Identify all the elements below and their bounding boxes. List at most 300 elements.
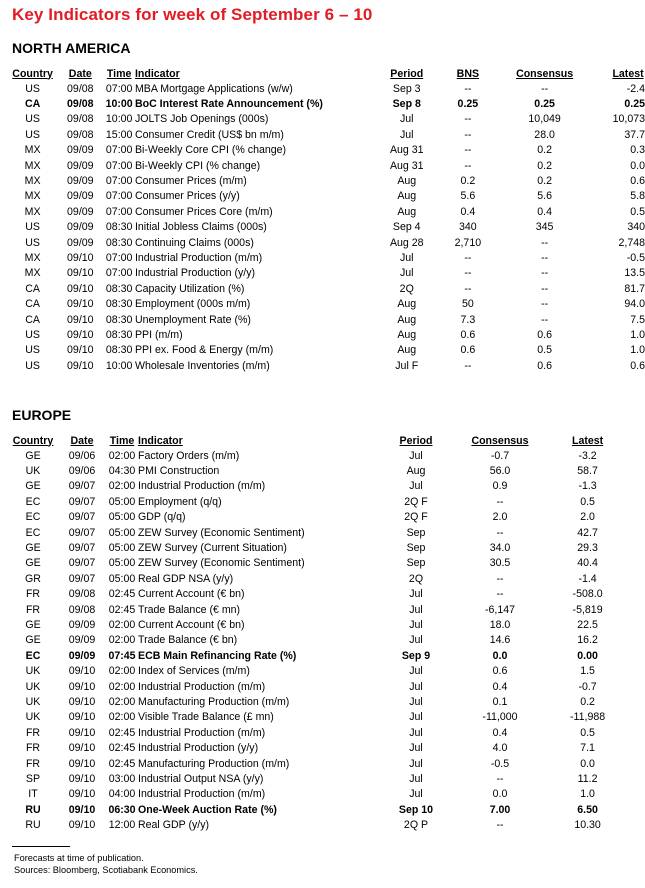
cell-indicator: Real GDP (y/y) — [138, 819, 210, 832]
cell-country: US — [25, 221, 40, 234]
spacer-cell — [593, 266, 611, 281]
cell-latest: 6.50 — [577, 803, 598, 816]
cell-date: 09/09 — [67, 159, 94, 172]
cell-indicator: PPI ex. Food & Energy (m/m) — [134, 344, 274, 357]
cell-indicator: Industrial Output NSA (y/y) — [138, 772, 264, 785]
spacer-cell — [593, 81, 611, 96]
table-row — [8, 587, 605, 602]
cell-period: Aug — [406, 465, 426, 478]
cell-time: 07:00 — [105, 175, 133, 188]
cell-time: 02:00 — [108, 665, 136, 678]
table-row — [8, 756, 605, 771]
table-row — [8, 235, 645, 250]
cell-date: 09/09 — [68, 649, 96, 662]
table-row — [8, 602, 605, 617]
cell-indicator: Industrial Production (m/m) — [138, 788, 266, 801]
header-consensus: Consensus — [516, 67, 574, 80]
spacer-cell — [550, 771, 570, 786]
cell-bns: 5.6 — [460, 190, 476, 203]
spacer-cell — [550, 817, 570, 832]
cell-date: 09/10 — [68, 788, 96, 801]
cell-bns: 340 — [459, 221, 477, 234]
cell-period: Jul — [409, 757, 423, 770]
cell-latest: 42.7 — [577, 526, 598, 539]
cell-latest: 5.8 — [630, 190, 645, 203]
table-row — [8, 173, 645, 188]
cell-consensus: -- — [541, 82, 549, 95]
table-row — [8, 556, 605, 571]
cell-date: 09/10 — [68, 742, 96, 755]
cell-consensus: 5.6 — [537, 190, 552, 203]
table-row — [8, 679, 605, 694]
spacer-cell — [550, 525, 570, 540]
cell-bns: 0.6 — [460, 344, 476, 357]
cell-latest: 1.5 — [580, 665, 595, 678]
cell-latest: 37.7 — [624, 128, 645, 141]
spacer-cell — [593, 296, 611, 311]
cell-period: Jul — [409, 588, 423, 601]
cell-latest: 0.5 — [580, 495, 595, 508]
cell-period: 2Q — [408, 572, 424, 585]
spacer-cell — [550, 448, 570, 463]
cell-indicator: ZEW Survey (Current Situation) — [138, 542, 287, 555]
cell-indicator: Index of Services (m/m) — [138, 665, 250, 678]
spacer-cell — [550, 663, 570, 678]
cell-time: 07:00 — [105, 190, 133, 203]
spacer-cell — [593, 204, 611, 219]
cell-latest: 0.6 — [630, 175, 645, 188]
cell-country: US — [25, 128, 40, 141]
header-time: Time — [106, 67, 132, 80]
cell-period: 2Q — [399, 282, 414, 295]
cell-consensus: -11,000 — [482, 711, 518, 724]
cell-latest: 340 — [627, 221, 645, 234]
spacer-cell — [593, 250, 611, 265]
cell-consensus: -- — [496, 526, 504, 539]
cell-country: US — [25, 328, 40, 341]
cell-time: 07:00 — [105, 82, 133, 95]
cell-consensus: 10,049 — [528, 113, 561, 126]
cell-period: Jul — [409, 634, 423, 647]
cell-consensus: 30.5 — [489, 557, 511, 570]
cell-bns: 7.3 — [460, 313, 476, 326]
cell-indicator: Industrial Production (m/m) — [138, 726, 266, 739]
cell-period: Sep 10 — [398, 803, 434, 816]
table-row — [8, 189, 645, 204]
spacer-cell — [593, 173, 611, 188]
cell-indicator: ZEW Survey (Economic Sentiment) — [138, 526, 305, 539]
cell-country: MX — [24, 144, 41, 157]
cell-latest: 11.2 — [577, 772, 598, 785]
cell-time: 02:00 — [108, 711, 136, 724]
cell-period: Jul — [409, 772, 423, 785]
table-row — [8, 281, 645, 296]
header-date: Date — [70, 434, 94, 447]
cell-time: 02:00 — [108, 618, 136, 631]
table-row — [8, 296, 645, 311]
cell-consensus: 0.2 — [537, 175, 552, 188]
cell-country: MX — [24, 251, 41, 264]
table-row — [8, 525, 605, 540]
cell-consensus: 0.4 — [492, 726, 508, 739]
cell-period: Jul — [409, 742, 423, 755]
page-title: Key Indicators for week of September 6 – 10 — [12, 5, 373, 24]
cell-latest: 1.0 — [580, 788, 595, 801]
cell-time: 02:45 — [108, 603, 136, 616]
header-latest: Latest — [571, 434, 604, 447]
cell-date: 09/10 — [68, 680, 96, 693]
table-row — [8, 648, 605, 663]
cell-date: 09/10 — [67, 328, 94, 341]
cell-time: 05:00 — [108, 542, 136, 555]
cell-time: 08:30 — [105, 221, 133, 234]
cell-date: 09/10 — [67, 359, 94, 372]
cell-country: US — [25, 236, 40, 249]
cell-country: FR — [25, 757, 41, 770]
cell-country: EC — [25, 649, 41, 662]
cell-date: 09/07 — [68, 526, 96, 539]
table-row — [8, 617, 605, 632]
cell-country: FR — [25, 726, 41, 739]
cell-date: 09/10 — [68, 695, 96, 708]
cell-latest: 10,073 — [612, 113, 645, 126]
cell-indicator: Consumer Credit (US$ bn m/m) — [134, 128, 284, 141]
cell-bns: -- — [464, 144, 472, 157]
cell-date: 09/10 — [68, 665, 96, 678]
spacer-cell — [550, 679, 570, 694]
cell-latest: 0.25 — [624, 98, 645, 111]
europe-rows — [8, 448, 605, 833]
cell-country: GE — [25, 634, 41, 647]
cell-date: 09/09 — [67, 190, 94, 203]
cell-bns: 0.2 — [460, 175, 476, 188]
cell-latest: 10.30 — [574, 819, 601, 832]
cell-time: 02:45 — [108, 726, 136, 739]
table-row — [8, 802, 605, 817]
cell-consensus: -- — [541, 282, 549, 295]
footer-sources: Sources: Bloomberg, Scotiabank Economics. — [14, 865, 198, 875]
cell-indicator: Manufacturing Production (m/m) — [138, 695, 290, 708]
cell-date: 09/07 — [68, 511, 96, 524]
cell-country: GE — [25, 542, 41, 555]
cell-date: 09/08 — [67, 98, 94, 111]
cell-country: EC — [25, 511, 41, 524]
cell-consensus: 2.0 — [492, 511, 508, 524]
cell-date: 09/06 — [68, 449, 96, 462]
cell-time: 07:00 — [105, 251, 133, 264]
cell-indicator: Unemployment Rate (%) — [134, 313, 251, 326]
table-row — [8, 327, 645, 342]
cell-country: EC — [25, 495, 41, 508]
cell-time: 05:00 — [108, 572, 136, 585]
table-row — [8, 663, 605, 678]
cell-time: 02:00 — [108, 449, 136, 462]
cell-latest: 7.1 — [580, 742, 595, 755]
cell-country: UK — [25, 680, 41, 693]
table-row — [8, 250, 645, 265]
cell-period: Aug 31 — [389, 144, 424, 157]
cell-consensus: -- — [541, 236, 549, 249]
spacer-cell — [593, 220, 611, 235]
cell-country: GE — [25, 557, 41, 570]
spacer-cell — [550, 463, 570, 478]
north-america-table — [8, 66, 645, 373]
cell-time: 05:00 — [108, 495, 136, 508]
europe-header-row — [8, 433, 605, 448]
table-row — [8, 817, 605, 832]
cell-indicator: Employment (000s m/m) — [134, 298, 251, 311]
cell-time: 02:00 — [108, 695, 136, 708]
cell-time: 07:00 — [105, 144, 133, 157]
spacer-cell — [550, 710, 570, 725]
cell-indicator: Bi-Weekly Core CPI (% change) — [134, 144, 287, 157]
spacer-cell — [593, 143, 611, 158]
table-row — [8, 143, 645, 158]
cell-period: 2Q F — [404, 495, 428, 508]
table-row — [8, 112, 645, 127]
cell-latest: 1.0 — [630, 344, 645, 357]
header-consensus: Consensus — [471, 434, 529, 447]
cell-consensus: -0.5 — [490, 757, 510, 770]
header-indicator: Indicator — [134, 67, 180, 80]
cell-latest: 29.3 — [577, 542, 598, 555]
cell-date: 09/09 — [68, 634, 96, 647]
spacer-cell — [593, 281, 611, 296]
spacer-cell — [593, 358, 611, 373]
cell-consensus: 14.6 — [489, 634, 511, 647]
cell-time: 06:30 — [108, 803, 136, 816]
cell-latest: 0.5 — [630, 205, 645, 218]
table-row — [8, 158, 645, 173]
cell-consensus: 0.9 — [492, 480, 508, 493]
footer-note: Forecasts at time of publication. — [14, 853, 144, 863]
cell-date: 09/10 — [67, 298, 94, 311]
cell-date: 09/09 — [67, 175, 94, 188]
cell-country: SP — [25, 772, 41, 785]
cell-date: 09/07 — [68, 495, 96, 508]
cell-period: Jul — [409, 680, 423, 693]
cell-bns: -- — [464, 282, 472, 295]
cell-time: 04:30 — [108, 465, 136, 478]
cell-time: 05:00 — [108, 511, 136, 524]
cell-date: 09/10 — [68, 819, 96, 832]
north-america-header-row — [8, 66, 645, 81]
cell-date: 09/06 — [68, 465, 96, 478]
cell-time: 05:00 — [108, 557, 136, 570]
cell-consensus: 0.5 — [537, 344, 552, 357]
cell-time: 08:30 — [105, 313, 133, 326]
table-row — [8, 571, 605, 586]
table-row — [8, 787, 605, 802]
cell-country: US — [25, 82, 40, 95]
cell-period: Aug — [397, 205, 417, 218]
cell-latest: 16.2 — [577, 634, 598, 647]
cell-consensus: -- — [541, 298, 549, 311]
cell-latest: 0.0 — [630, 159, 645, 172]
table-row — [8, 463, 605, 478]
cell-period: Sep 4 — [392, 221, 421, 234]
cell-consensus: 0.2 — [537, 144, 552, 157]
cell-country: MX — [24, 205, 41, 218]
cell-country: FR — [25, 603, 41, 616]
header-period: Period — [399, 434, 433, 447]
cell-time: 10:00 — [105, 359, 133, 372]
cell-time: 07:00 — [105, 205, 133, 218]
spacer-cell — [550, 633, 570, 648]
table-row — [8, 448, 605, 463]
cell-country: UK — [25, 711, 41, 724]
cell-country: RU — [25, 803, 41, 816]
cell-latest: 0.0 — [580, 757, 595, 770]
cell-latest: 0.00 — [577, 649, 598, 662]
table-row — [8, 725, 605, 740]
cell-period: Aug 31 — [389, 159, 424, 172]
table-row — [8, 312, 645, 327]
cell-consensus: 0.4 — [492, 680, 508, 693]
cell-indicator: PMI Construction — [138, 465, 220, 478]
header-indicator: Indicator — [138, 434, 183, 447]
cell-latest: 2.0 — [580, 511, 595, 524]
cell-time: 02:45 — [108, 742, 136, 755]
cell-date: 09/09 — [67, 144, 94, 157]
cell-latest: 0.5 — [580, 726, 595, 739]
cell-time: 07:45 — [108, 649, 136, 662]
cell-period: Aug — [397, 175, 417, 188]
cell-indicator: GDP (q/q) — [138, 511, 186, 524]
cell-indicator: JOLTS Job Openings (000s) — [134, 113, 269, 126]
cell-consensus: 0.6 — [492, 665, 508, 678]
table-row — [8, 358, 645, 373]
cell-latest: -0.7 — [578, 680, 597, 693]
cell-date: 09/10 — [68, 726, 96, 739]
cell-bns: 2,710 — [454, 236, 482, 249]
cell-time: 15:00 — [105, 128, 133, 141]
spacer-cell — [550, 787, 570, 802]
cell-latest: -5,819 — [572, 603, 603, 616]
cell-country: FR — [25, 588, 41, 601]
cell-consensus: 0.1 — [492, 695, 508, 708]
cell-consensus: 28.0 — [534, 128, 555, 141]
cell-date: 09/07 — [68, 480, 96, 493]
spacer-cell — [550, 571, 570, 586]
cell-indicator: Industrial Production (y/y) — [134, 267, 256, 280]
cell-period: Jul — [409, 788, 423, 801]
cell-consensus: 0.4 — [537, 205, 552, 218]
cell-country: CA — [25, 282, 40, 295]
cell-bns: -- — [464, 251, 472, 264]
cell-period: Jul — [399, 267, 414, 280]
spacer-cell — [593, 312, 611, 327]
spacer-cell — [550, 556, 570, 571]
spacer-cell — [550, 602, 570, 617]
spacer-cell — [550, 756, 570, 771]
table-row — [8, 710, 605, 725]
cell-indicator: Consumer Prices (y/y) — [134, 190, 240, 203]
cell-time: 12:00 — [108, 819, 136, 832]
cell-date: 09/09 — [67, 205, 94, 218]
spacer-cell — [550, 802, 570, 817]
cell-period: Aug — [397, 313, 417, 326]
table-row — [8, 479, 605, 494]
table-row — [8, 220, 645, 235]
cell-latest: -1.4 — [578, 572, 597, 585]
cell-country: UK — [25, 465, 41, 478]
europe-heading: EUROPE — [12, 407, 72, 423]
cell-time: 08:30 — [105, 328, 133, 341]
cell-period: Jul — [409, 665, 423, 678]
cell-indicator: Visible Trade Balance (£ mn) — [138, 711, 274, 724]
cell-country: EC — [25, 526, 41, 539]
cell-period: Aug — [397, 328, 417, 341]
cell-period: Aug — [397, 344, 417, 357]
cell-latest: -11,988 — [570, 711, 606, 724]
cell-indicator: Trade Balance (€ mn) — [138, 603, 241, 616]
cell-latest: -0.5 — [626, 251, 645, 264]
cell-indicator: Trade Balance (€ bn) — [138, 634, 238, 647]
cell-time: 08:30 — [105, 344, 133, 357]
cell-consensus: 4.0 — [492, 742, 508, 755]
cell-bns: -- — [464, 82, 472, 95]
cell-country: CA — [24, 98, 41, 111]
cell-date: 09/10 — [68, 711, 96, 724]
cell-period: 2Q P — [403, 819, 429, 832]
cell-period: Jul — [399, 113, 414, 126]
cell-consensus: -- — [496, 588, 504, 601]
cell-date: 09/08 — [67, 82, 94, 95]
spacer-cell — [593, 235, 611, 250]
footer-rule — [12, 846, 70, 847]
cell-indicator: Consumer Prices (m/m) — [134, 175, 247, 188]
cell-date: 09/10 — [67, 267, 94, 280]
cell-indicator: ZEW Survey (Economic Sentiment) — [138, 557, 305, 570]
cell-period: Aug — [397, 190, 417, 203]
cell-latest: -1.3 — [578, 480, 597, 493]
cell-consensus: -- — [496, 495, 504, 508]
spacer-cell — [593, 127, 611, 142]
cell-date: 09/08 — [67, 128, 94, 141]
spacer-cell — [593, 189, 611, 204]
cell-time: 08:30 — [105, 236, 133, 249]
cell-date: 09/08 — [68, 588, 96, 601]
cell-country: UK — [25, 665, 41, 678]
cell-indicator: Current Account (€ bn) — [138, 618, 245, 631]
cell-indicator: Continuing Claims (000s) — [134, 236, 254, 249]
cell-consensus: 345 — [535, 221, 554, 234]
cell-period: Jul — [399, 128, 414, 141]
cell-consensus: -0.7 — [490, 449, 510, 462]
spacer-cell — [593, 96, 611, 111]
cell-consensus: 18.0 — [489, 618, 511, 631]
cell-period: Sep — [406, 557, 426, 570]
cell-date: 09/09 — [67, 236, 94, 249]
cell-indicator: Initial Jobless Claims (000s) — [134, 221, 267, 234]
cell-time: 03:00 — [108, 772, 136, 785]
cell-period: 2Q F — [404, 511, 428, 524]
cell-date: 09/10 — [67, 344, 94, 357]
table-row — [8, 494, 605, 509]
cell-time: 07:00 — [105, 267, 133, 280]
cell-indicator: Industrial Production (y/y) — [138, 742, 259, 755]
spacer-cell — [550, 587, 570, 602]
cell-country: GE — [25, 618, 41, 631]
cell-latest: 2,748 — [618, 236, 645, 249]
cell-country: FR — [25, 742, 41, 755]
cell-time: 02:00 — [108, 634, 136, 647]
header-time: Time — [109, 434, 135, 447]
cell-country: MX — [24, 159, 41, 172]
cell-latest: -3.2 — [578, 449, 597, 462]
cell-latest: 0.2 — [580, 695, 595, 708]
